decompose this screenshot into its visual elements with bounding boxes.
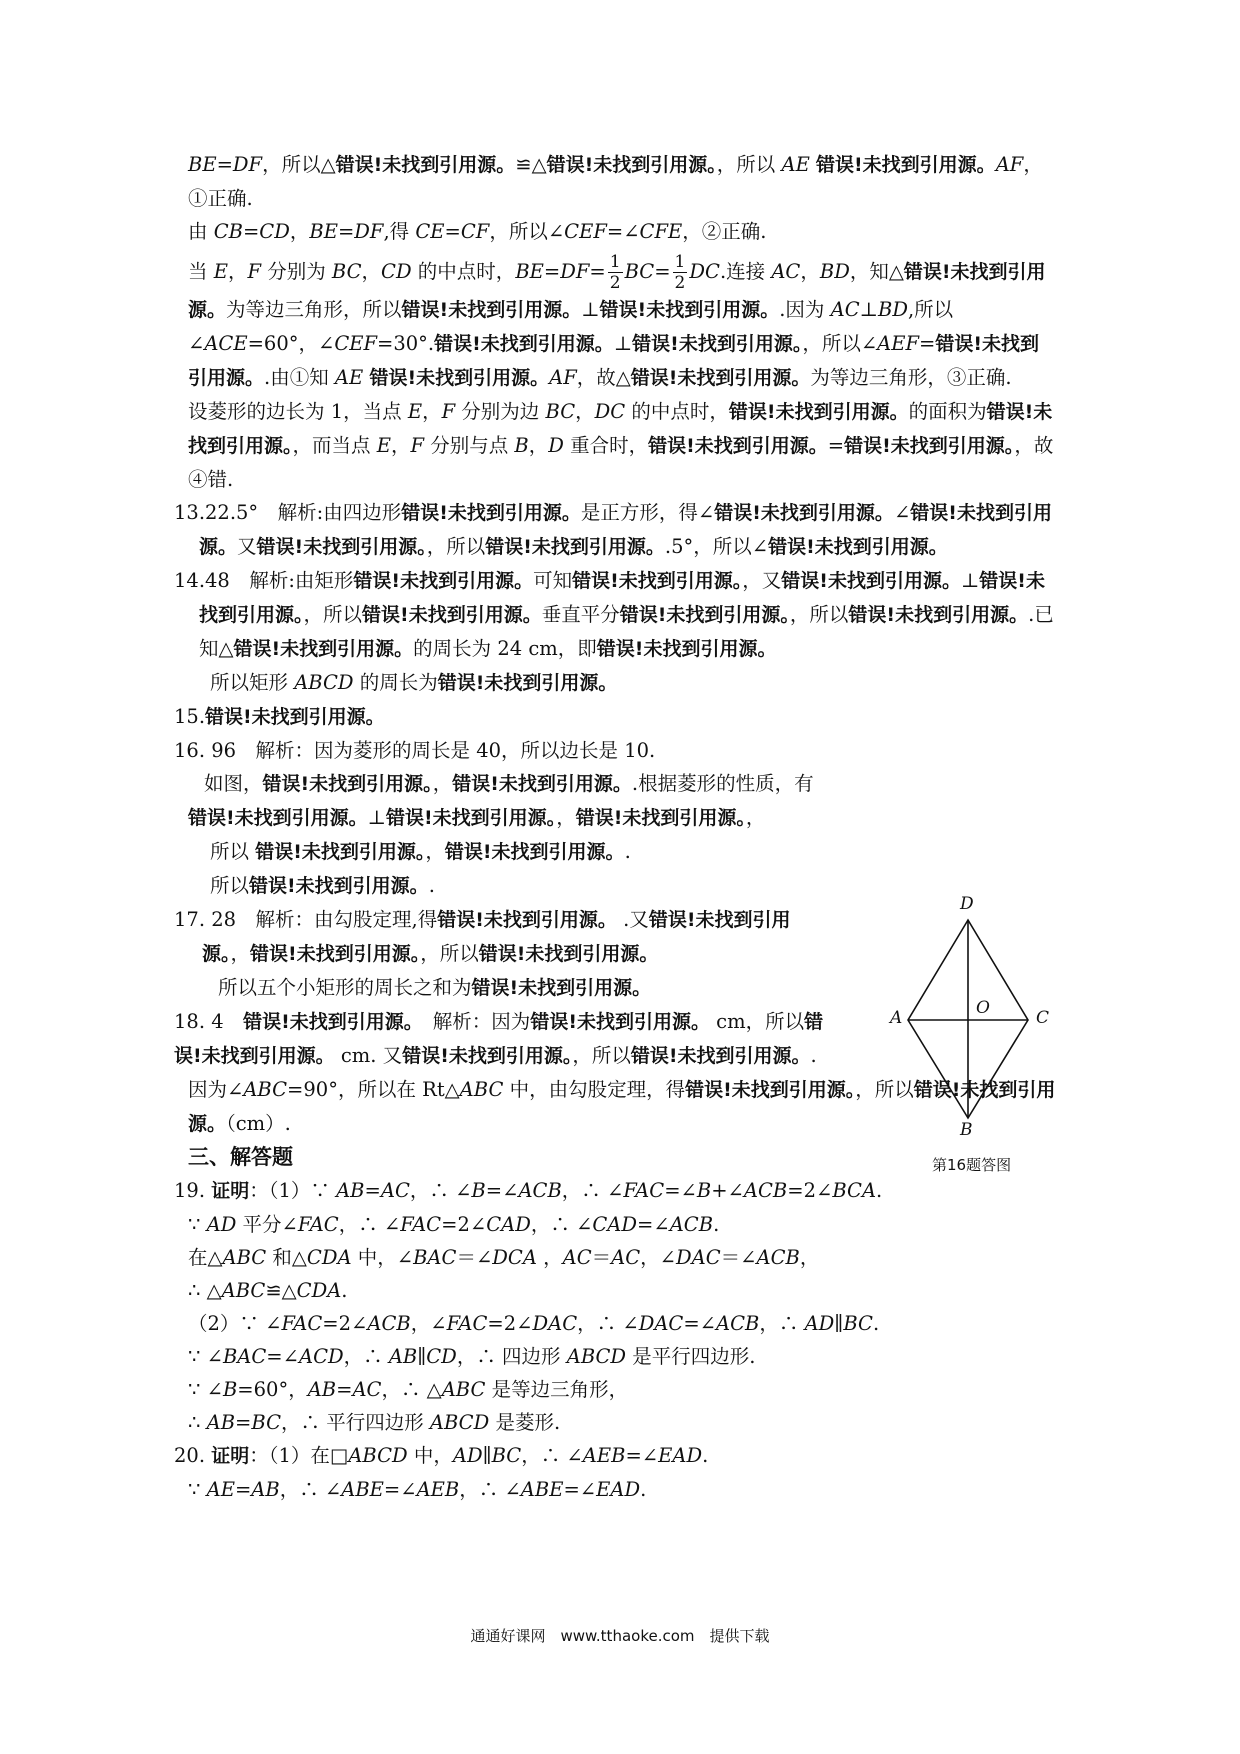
label-a: A [890, 1008, 903, 1028]
para-1: BE=DF，所以△错误!未找到引用源。≌△错误!未找到引用源。，所以 AE 错误!未找到引用源。AF，①正确. [188, 153, 1043, 210]
fraction-half: $\frac{1}{2}$ [609, 252, 621, 293]
answer-20-l2: ∵ AE=AB，∴ ∠ABE=∠AEB，∴ ∠ABE=∠EAD. [188, 1478, 647, 1501]
label-o: O [976, 998, 990, 1018]
answer-16-wrap [174, 767, 828, 1073]
answer-19-l7: ∵ ∠B=60°，AB=AC，∴ △ABC 是等边三角形， [188, 1378, 629, 1401]
answer-19-l2: ∵ AD 平分∠FAC，∴ ∠FAC=2∠CAD，∴ ∠CAD=∠ACB. [188, 1213, 720, 1236]
answer-16-line-a: 如图，错误!未找到引用源。，错误!未找到引用源。.根据菱形的性质，有错误!未找到引用源。⊥错误!未找到引用源。，错误!未找到引用源。， [188, 772, 814, 829]
answer-19-l4: ∴ △ABC≌△CDA. [188, 1279, 348, 1302]
para-2: 由 CB=CD，BE=DF,得 CE=CF，所以∠CEF=∠CFE，②正确. [188, 220, 767, 243]
answer-16-line-b: 所以 错误!未找到引用源。，错误!未找到引用源。. [210, 840, 631, 863]
answer-17: 17. 28 解析：由勾股定理,得错误!未找到引用源。 .又错误!未找到引用源。，错误!未找到引用源。，所以错误!未找到引用源。 [174, 908, 791, 965]
answer-19-l3: 在△ABC 和△CDA 中，∠BAC＝∠DCA ，AC＝AC，∠DAC＝∠ACB， [188, 1246, 820, 1269]
section-heading: 三、解答题 [188, 1145, 293, 1169]
answer-20: 20. 证明：（1）在□ABCD 中，AD∥BC，∴ ∠AEB=∠EAD. [174, 1444, 709, 1467]
answer-19-l8: ∴ AB=BC，∴ 平行四边形 ABCD 是菱形. [188, 1411, 561, 1434]
answer-16-line-c: 所以错误!未找到引用源。. [210, 874, 435, 897]
answer-19-l6: ∵ ∠BAC=∠ACD，∴ AB∥CD，∴ 四边形 ABCD 是平行四边形. [188, 1345, 756, 1368]
figure-caption: 第16题答图 [932, 1156, 1012, 1174]
answer-14-cont: 所以矩形 ABCD 的周长为错误!未找到引用源。 [210, 671, 618, 694]
answer-19: 19. 证明：（1）∵ AB=AC，∴ ∠B=∠ACB，∴ ∠FAC=∠B+∠ACB=2∠BCA. [174, 1179, 883, 1202]
answer-16: 16. 96 解析：因为菱形的周长是 40，所以边长是 10. [174, 739, 656, 762]
label-b: B [960, 1120, 973, 1140]
label-d: D [960, 894, 974, 914]
answer-17-cont: 所以五个小矩形的周长之和为错误!未找到引用源。 [218, 976, 652, 999]
answer-13: 13.22.5° 解析:由四边形错误!未找到引用源。是正方形，得∠错误!未找到引用源。∠错误!未找到引用源。又错误!未找到引用源。，所以错误!未找到引用源。.5°，所以∠错误!未找到引用源。 [174, 501, 1052, 558]
answer-19-l5: （2）∵ ∠FAC=2∠ACB，∠FAC=2∠DAC，∴ ∠DAC=∠ACB，∴ AD∥BC. [188, 1312, 880, 1335]
rhombus-diagram [888, 900, 1108, 1150]
answer-18-cont: 因为∠ABC=90°，所以在 Rt△ABC 中，由勾股定理，得错误!未找到引用源。，所以错误!未找到引用源。（cm）. [188, 1078, 1056, 1135]
answer-15: 15.错误!未找到引用源。 [174, 705, 385, 728]
fraction-half: $\frac{1}{2}$ [674, 252, 686, 293]
para-3: 当 E，F 分别为 BC，CD 的中点时，BE=DF= $\frac{1}{2}$ BC= $\frac{1}{2}$ DC.连接 AC，BD，知△错误!未找到引用源。为等边三角形，所以错误!未找到引用源。⊥错误!未找到引用源。.因为 AC⊥BD,所以∠ACE=60°，∠CEF=30°.错误!未找到引用源。⊥错误!未找到引用源。，所以∠AEF=错误!未找到引用源。.由①知 AE 错误!未找到引用源。AF，故△错误!未找到引用源。为等边三角形，③正确. [188, 252, 1046, 389]
label-c: C [1036, 1008, 1050, 1028]
rhombus-figure [888, 894, 1108, 1174]
page-footer: 通通好课网 www.tthaoke.com 提供下载 [470, 1627, 770, 1645]
answer-14: 14.48 解析:由矩形错误!未找到引用源。可知错误!未找到引用源。，又错误!未找到引用源。⊥错误!未找到引用源。，所以错误!未找到引用源。垂直平分错误!未找到引用源。，所以错误!未找到引用源。.已知△错误!未找到引用源。的周长为 24 cm，即错误!未找到引用源。 [174, 569, 1054, 660]
document-body [174, 148, 1058, 1506]
para-4: 设菱形的边长为 1，当点 E，F 分别为边 BC，DC 的中点时，错误!未找到引用源。的面积为错误!未找到引用源。，而当点 E，F 分别与点 B，D 重合时，错误!未找到引用源。=错误!未找到引用源。，故④错. [188, 400, 1054, 491]
answer-18: 18. 4 错误!未找到引用源。 解析：因为错误!未找到引用源。 cm，所以错误!未找到引用源。 cm. 又错误!未找到引用源。，所以错误!未找到引用源。. [174, 1010, 824, 1067]
